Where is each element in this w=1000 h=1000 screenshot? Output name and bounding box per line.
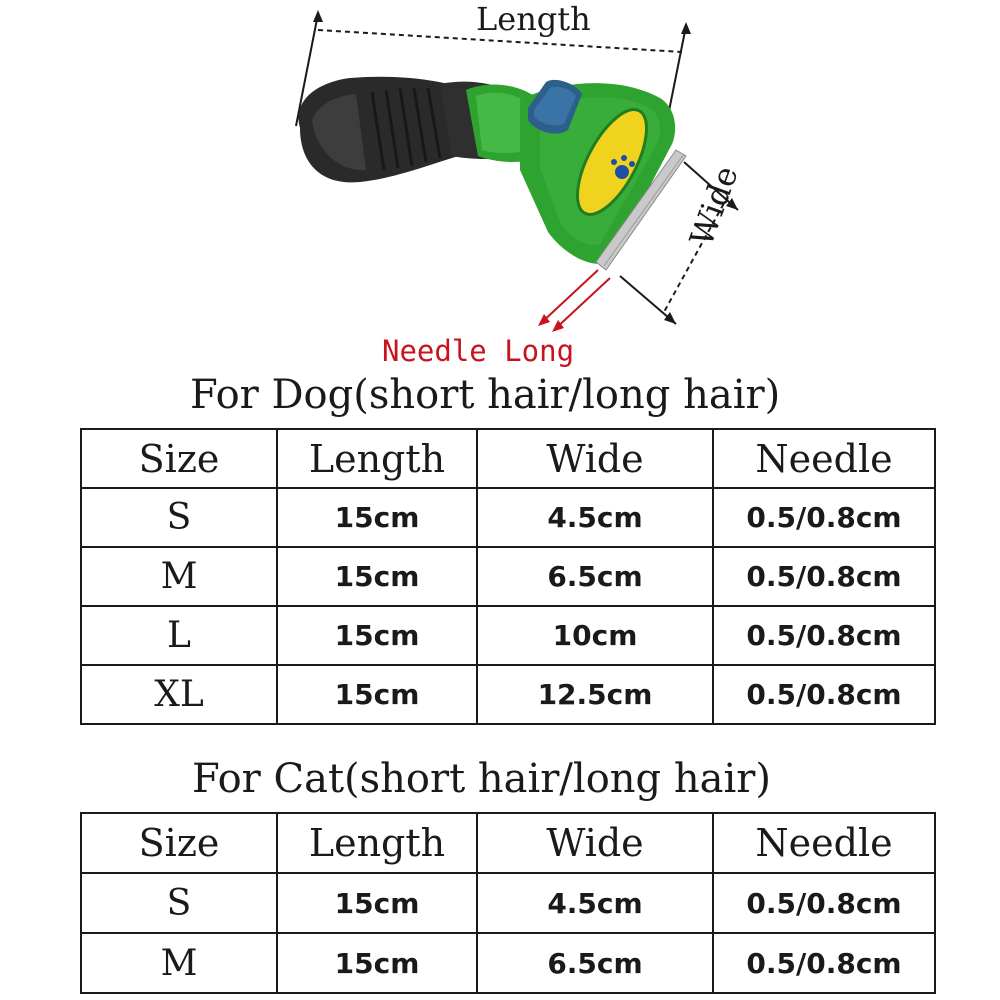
size-cell: L [81, 606, 277, 665]
dog-section-title: For Dog(short hair/long hair) [190, 372, 781, 418]
wide-cell: 4.5cm [477, 488, 713, 547]
needle-dimension-line [538, 270, 610, 332]
wide-cell: 12.5cm [477, 665, 713, 724]
deshedding-tool-illustration [0, 0, 1000, 370]
length-header: Length [277, 429, 477, 488]
cat-size-table [80, 812, 936, 994]
size-header: Size [81, 813, 277, 873]
wide-header: Wide [477, 813, 713, 873]
table-row [81, 933, 935, 993]
needle-header: Needle [713, 429, 935, 488]
length-cell: 15cm [277, 488, 477, 547]
size-cell: M [81, 547, 277, 606]
table-header-row [81, 429, 935, 488]
wide-cell: 6.5cm [477, 547, 713, 606]
length-cell: 15cm [277, 547, 477, 606]
length-cell: 15cm [277, 933, 477, 993]
table-row [81, 606, 935, 665]
table-header-row [81, 813, 935, 873]
length-cell: 15cm [277, 665, 477, 724]
wide-dimension-label: Wide [682, 160, 746, 251]
needle-header: Needle [713, 813, 935, 873]
length-cell: 15cm [277, 873, 477, 933]
product-figure [0, 0, 1000, 370]
wide-cell: 10cm [477, 606, 713, 665]
wide-cell: 6.5cm [477, 933, 713, 993]
length-dimension-label: Length [476, 0, 591, 38]
needle-cell: 0.5/0.8cm [713, 547, 935, 606]
needle-cell: 0.5/0.8cm [713, 606, 935, 665]
dog-size-table [80, 428, 936, 725]
needle-cell: 0.5/0.8cm [713, 665, 935, 724]
wide-header: Wide [477, 429, 713, 488]
size-cell: S [81, 873, 277, 933]
needle-cell: 0.5/0.8cm [713, 873, 935, 933]
needle-cell: 0.5/0.8cm [713, 933, 935, 993]
wide-cell: 4.5cm [477, 873, 713, 933]
needle-long-label: Needle Long [382, 334, 575, 368]
size-cell: S [81, 488, 277, 547]
size-header: Size [81, 429, 277, 488]
size-cell: XL [81, 665, 277, 724]
table-row [81, 873, 935, 933]
table-row [81, 547, 935, 606]
cat-section-title: For Cat(short hair/long hair) [192, 756, 771, 802]
length-cell: 15cm [277, 606, 477, 665]
table-row [81, 488, 935, 547]
length-header: Length [277, 813, 477, 873]
needle-cell: 0.5/0.8cm [713, 488, 935, 547]
table-row [81, 665, 935, 724]
size-cell: M [81, 933, 277, 993]
